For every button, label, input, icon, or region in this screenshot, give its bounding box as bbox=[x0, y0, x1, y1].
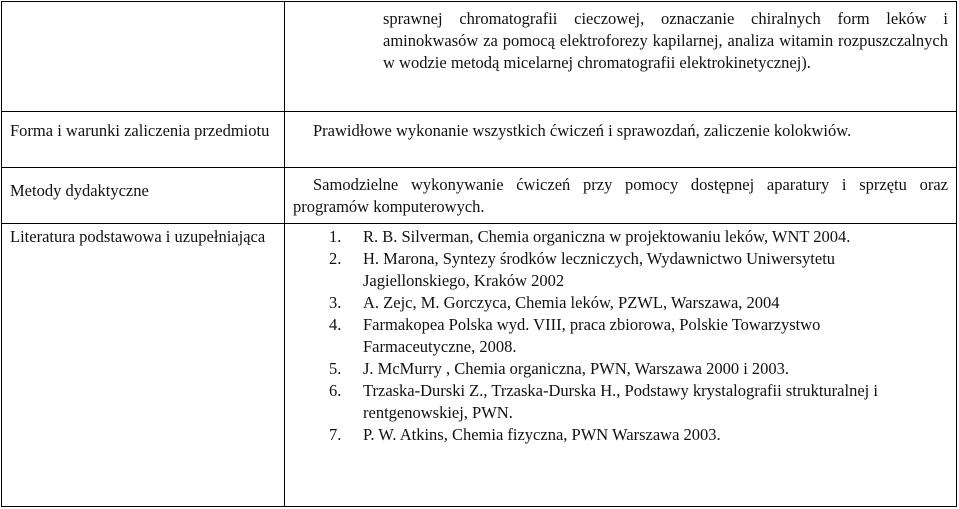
table-row bbox=[2, 168, 957, 224]
row-label-methods: Metody dydaktyczne bbox=[2, 168, 285, 224]
list-item: 5. J. McMurry , Chemia organiczna, PWN, Warszawa 2000 i 2003. bbox=[329, 359, 790, 378]
methods-content: Samodzielne wykonywanie ćwiczeń przy pomocy dostępnej aparatury i sprzętu oraz programów komputerowych. bbox=[285, 168, 957, 224]
row-label-assessment: Forma i warunki zaliczenia przedmiotu bbox=[2, 112, 285, 168]
table-row bbox=[2, 112, 957, 168]
list-item: 2. H. Marona, Syntezy środków leczniczych, Wydawnictwo Uniwersytetu Jagiellonskiego, Kraków 2002 bbox=[329, 249, 836, 290]
list-item: 3. A. Zejc, M. Gorczyca, Chemia leków, PZWL, Warszawa, 2004 bbox=[329, 293, 780, 312]
list-item: 7. P. W. Atkins, Chemia fizyczna, PWN Warszawa 2003. bbox=[329, 425, 721, 444]
table-row bbox=[2, 2, 957, 112]
reference-list bbox=[293, 226, 948, 446]
course-info-table bbox=[1, 1, 957, 507]
course-content-continued bbox=[285, 2, 957, 112]
row-label-empty bbox=[2, 2, 285, 112]
assessment-content: Prawidłowe wykonanie wszystkich ćwiczeń i sprawozdań, zaliczenie kolokwiów. bbox=[285, 112, 957, 168]
literature-content bbox=[285, 224, 957, 507]
list-item: 1. R. B. Silverman, Chemia organiczna w projektowaniu leków, WNT 2004. bbox=[329, 227, 851, 246]
content-text: sprawnej chromatografii cieczowej, oznaczanie chiralnych form leków i aminokwasów za pomocą elektroforezy kapilarnej, analiza witamin rozpuszczalnych w wodzie metodą micelarnej chromatografii elektrokinetycznej). bbox=[383, 9, 948, 72]
row-label-literature: Literatura podstawowa i uzupełniająca bbox=[2, 224, 285, 507]
table-row bbox=[2, 224, 957, 507]
list-item: 6. Trzaska-Durski Z., Trzaska-Durska H., Podstawy krystalografii strukturalnej i rentgenowskiej, PWN. bbox=[329, 381, 878, 422]
list-item: 4. Farmakopea Polska wyd. VIII, praca zbiorowa, Polskie Towarzystwo Farmaceutyczne, 2008. bbox=[329, 315, 821, 356]
